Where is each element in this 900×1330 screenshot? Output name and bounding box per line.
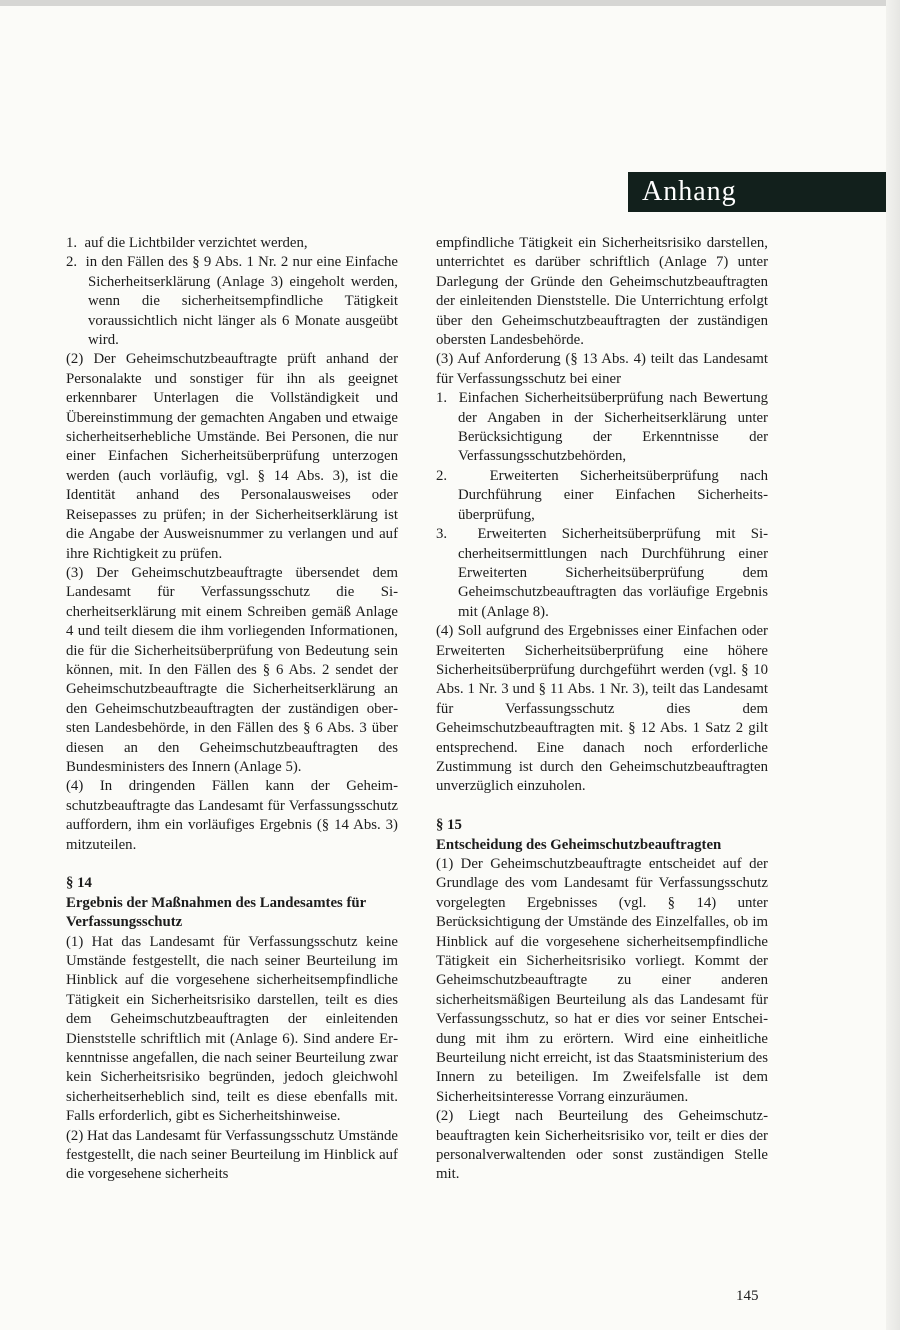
section-heading: Ergebnis der Maßnahmen des Landesamtes für Verfassungsschutz: [66, 894, 366, 931]
numbered-list-item: 3. Erweiterten Sicherheitsüberprüfung mit Sicherheitsermittlungen nach Durchführung einer Erweiterten Sicherheitsüberprüfung dem Geheimschutzbeauftragten das vorläufige Ergebnis mit (Anlage 8).: [436, 526, 768, 620]
scan-top-edge: [0, 0, 900, 6]
paragraph: (4) Soll aufgrund des Ergebnisses einer Einfachen oder Erweiterten Sicherheitsüberprüfung eine höhere Sicherheitsüberprüfung durchgeführt werden (vgl. § 10 Abs. 1 Nr. 3 und § 11 Abs. 1 Nr. 3), teilt das Landesamt für Verfassungsschutz dies dem Geheimschutzbeauftragten mit. § 12 Abs. 1 Satz 2 gilt entsprechend. Eine danach noch erforderliche Zustimmung ist durch den Geheimschutzbeauftragten unverzüglich einzuholen.: [436, 623, 768, 795]
paragraph: (4) In dringenden Fällen kann der Geheimschutzbeauftragte das Landesamt für Verfassungsschutz auffordern, ihm ein vorläufiges Ergebnis (§ 14 Abs. 3) mitzuteilen.: [66, 778, 398, 853]
paragraph: (2) Hat das Landesamt für Verfassungsschutz Umstände festgestellt, die nach seiner Beurteilung im Hinblick auf die vorgesehene sicherheits: [66, 1127, 398, 1183]
numbered-list-item: 1. auf die Lichtbilder verzichtet werden,: [66, 235, 308, 251]
paragraph: (3) Auf Anforderung (§ 13 Abs. 4) teilt das Landesamt für Verfassungsschutz bei einer: [436, 351, 768, 387]
numbered-list-item: 2. Erweiterten Sicherheitsüberprüfung nach Durchführung einer Einfachen Sicherheitsüberprüfung,: [436, 467, 768, 523]
paragraph: (1) Der Geheimschutzbeauftragte entscheidet auf der Grundlage des vom Landesamt für Verfassungsschutz vorgelegten Ergebnisses (vgl. § 14) unter Berücksichtigung der Umstände des Einzelfalles, ob im Hinblick auf die vorgesehene sicherheitsempfindliche Tätigkeit ein Sicherheitsrisiko vorliegt. Kommt der Geheimschutzbeauftragte zu einer anderen sicherheitsmäßigen Beurteilung als das Landesamt für Verfassungsschutz, so hat er dies vor seiner Entscheidung mit ihm zu erörtern. Wird eine einheitliche Beurteilung nicht erreicht, ist das Staatsministerium des Innern zu beteiligen. Im Zweifelsfalle ist dem Sicherheitsinteresse Vorrang einzuräumen.: [436, 855, 768, 1105]
left-text-column: [66, 234, 398, 1185]
section-heading: § 15: [436, 817, 462, 834]
section-banner: [628, 172, 886, 212]
blank-line: [66, 855, 398, 874]
section-heading: § 14: [66, 875, 92, 892]
numbered-list-item: 1. Einfachen Sicherheitsüberprüfung nach Bewertung der Angaben in der Sicherheitserklärung unter Berücksichtigung der Erkenntnisse der Verfassungsschutzbehörden,: [436, 390, 768, 465]
paragraph: empfindliche Tätigkeit ein Sicherheitsrisiko darstellen, unterrichtet es darüber schriftlich (Anlage 7) unter Darlegung der Gründe den Geheimschutzbeauftragten der einleitenden Dienststelle. Die Unterrichtung erfolgt über den Geheimschutzbeauftragten der zuständigen obersten Landesbehörde.: [436, 235, 768, 349]
section-banner-label: Anhang: [642, 176, 737, 207]
numbered-list-item: 2. in den Fällen des § 9 Abs. 1 Nr. 2 nur eine Einfache Sicherheitserklärung (Anlage 3) eingeholt werden, wenn die sicherheitsempfindliche Tätigkeit voraussichtlich nicht länger als 6 Monate ausgeübt wird.: [66, 254, 398, 349]
paragraph: (3) Der Geheimschutzbeauftragte übersendet dem Landesamt für Verfassungsschutz die Sicherheitserklärung mit einem Schreiben gemäß Anlage 4 und teilt diesem die ihm vorliegenden Informationen, die für die Sicherheitsüberprüfung von Bedeutung sein können, mit. In den Fällen des § 6 Abs. 2 sendet der Geheimschutzbeauftragte die Sicherheitserklärung an den Geheimschutzbeauftragten der zuständigen obersten Landesbehörde, in den Fällen des § 6 Abs. 3 über diesen an den Geheimschutzbeauftragten des Bundesministers des Innern (Anlage 5).: [66, 564, 398, 775]
scan-right-edge: [886, 0, 900, 1330]
paragraph: (2) Liegt nach Beurteilung des Geheimschutzbeauftragten kein Sicherheitsrisiko vor, teilt er dies der personalverwaltenden oder sonst zuständigen Stelle mit.: [436, 1108, 768, 1183]
paragraph: (1) Hat das Landesamt für Verfassungsschutz keine Umstände festgestellt, die nach seiner Beurteilung im Hinblick auf die vorgesehene sicherheitsempfindliche Tätigkeit ein Sicherheitsrisiko darstellen, teilt es dies dem Geheimschutzbeauftragten der einleitenden Dienststelle schriftlich mit (Anlage 6). Sind andere Erkenntnisse angefallen, die nach seiner Beurteilung zwar kein Sicherheitsrisiko begründen, jedoch gleichwohl sicherheitserheblich sind, teilt es diese ebenfalls mit. Falls erforderlich, gibt es Sicherheitshinweise.: [66, 933, 398, 1125]
blank-line: [436, 797, 768, 816]
right-text-column: [436, 234, 768, 1185]
page-number: 145: [736, 1288, 759, 1304]
section-heading: Entscheidung des Geheimschutzbeauftragten: [436, 836, 722, 853]
paragraph: (2) Der Geheimschutzbeauftragte prüft anhand der Personalakte und sonstiger für ihn als geeignet erkennbarer Unterlagen die Vollständigkeit und Übereinstimmung der gemachten Angaben und etwaige sicherheitserhebliche Umstände. Bei Personen, die nur einer Einfachen Sicherheitsüberprüfung unterzogen werden (auch vorläufig, vgl. § 14 Abs. 3), ist die Identität anhand des Personalausweises oder Reisepasses zu prüfen; in der Sicherheitserklärung ist die Angabe der Ausweisnummer zu verlangen und auf ihre Richtigkeit zu prüfen.: [66, 351, 398, 562]
